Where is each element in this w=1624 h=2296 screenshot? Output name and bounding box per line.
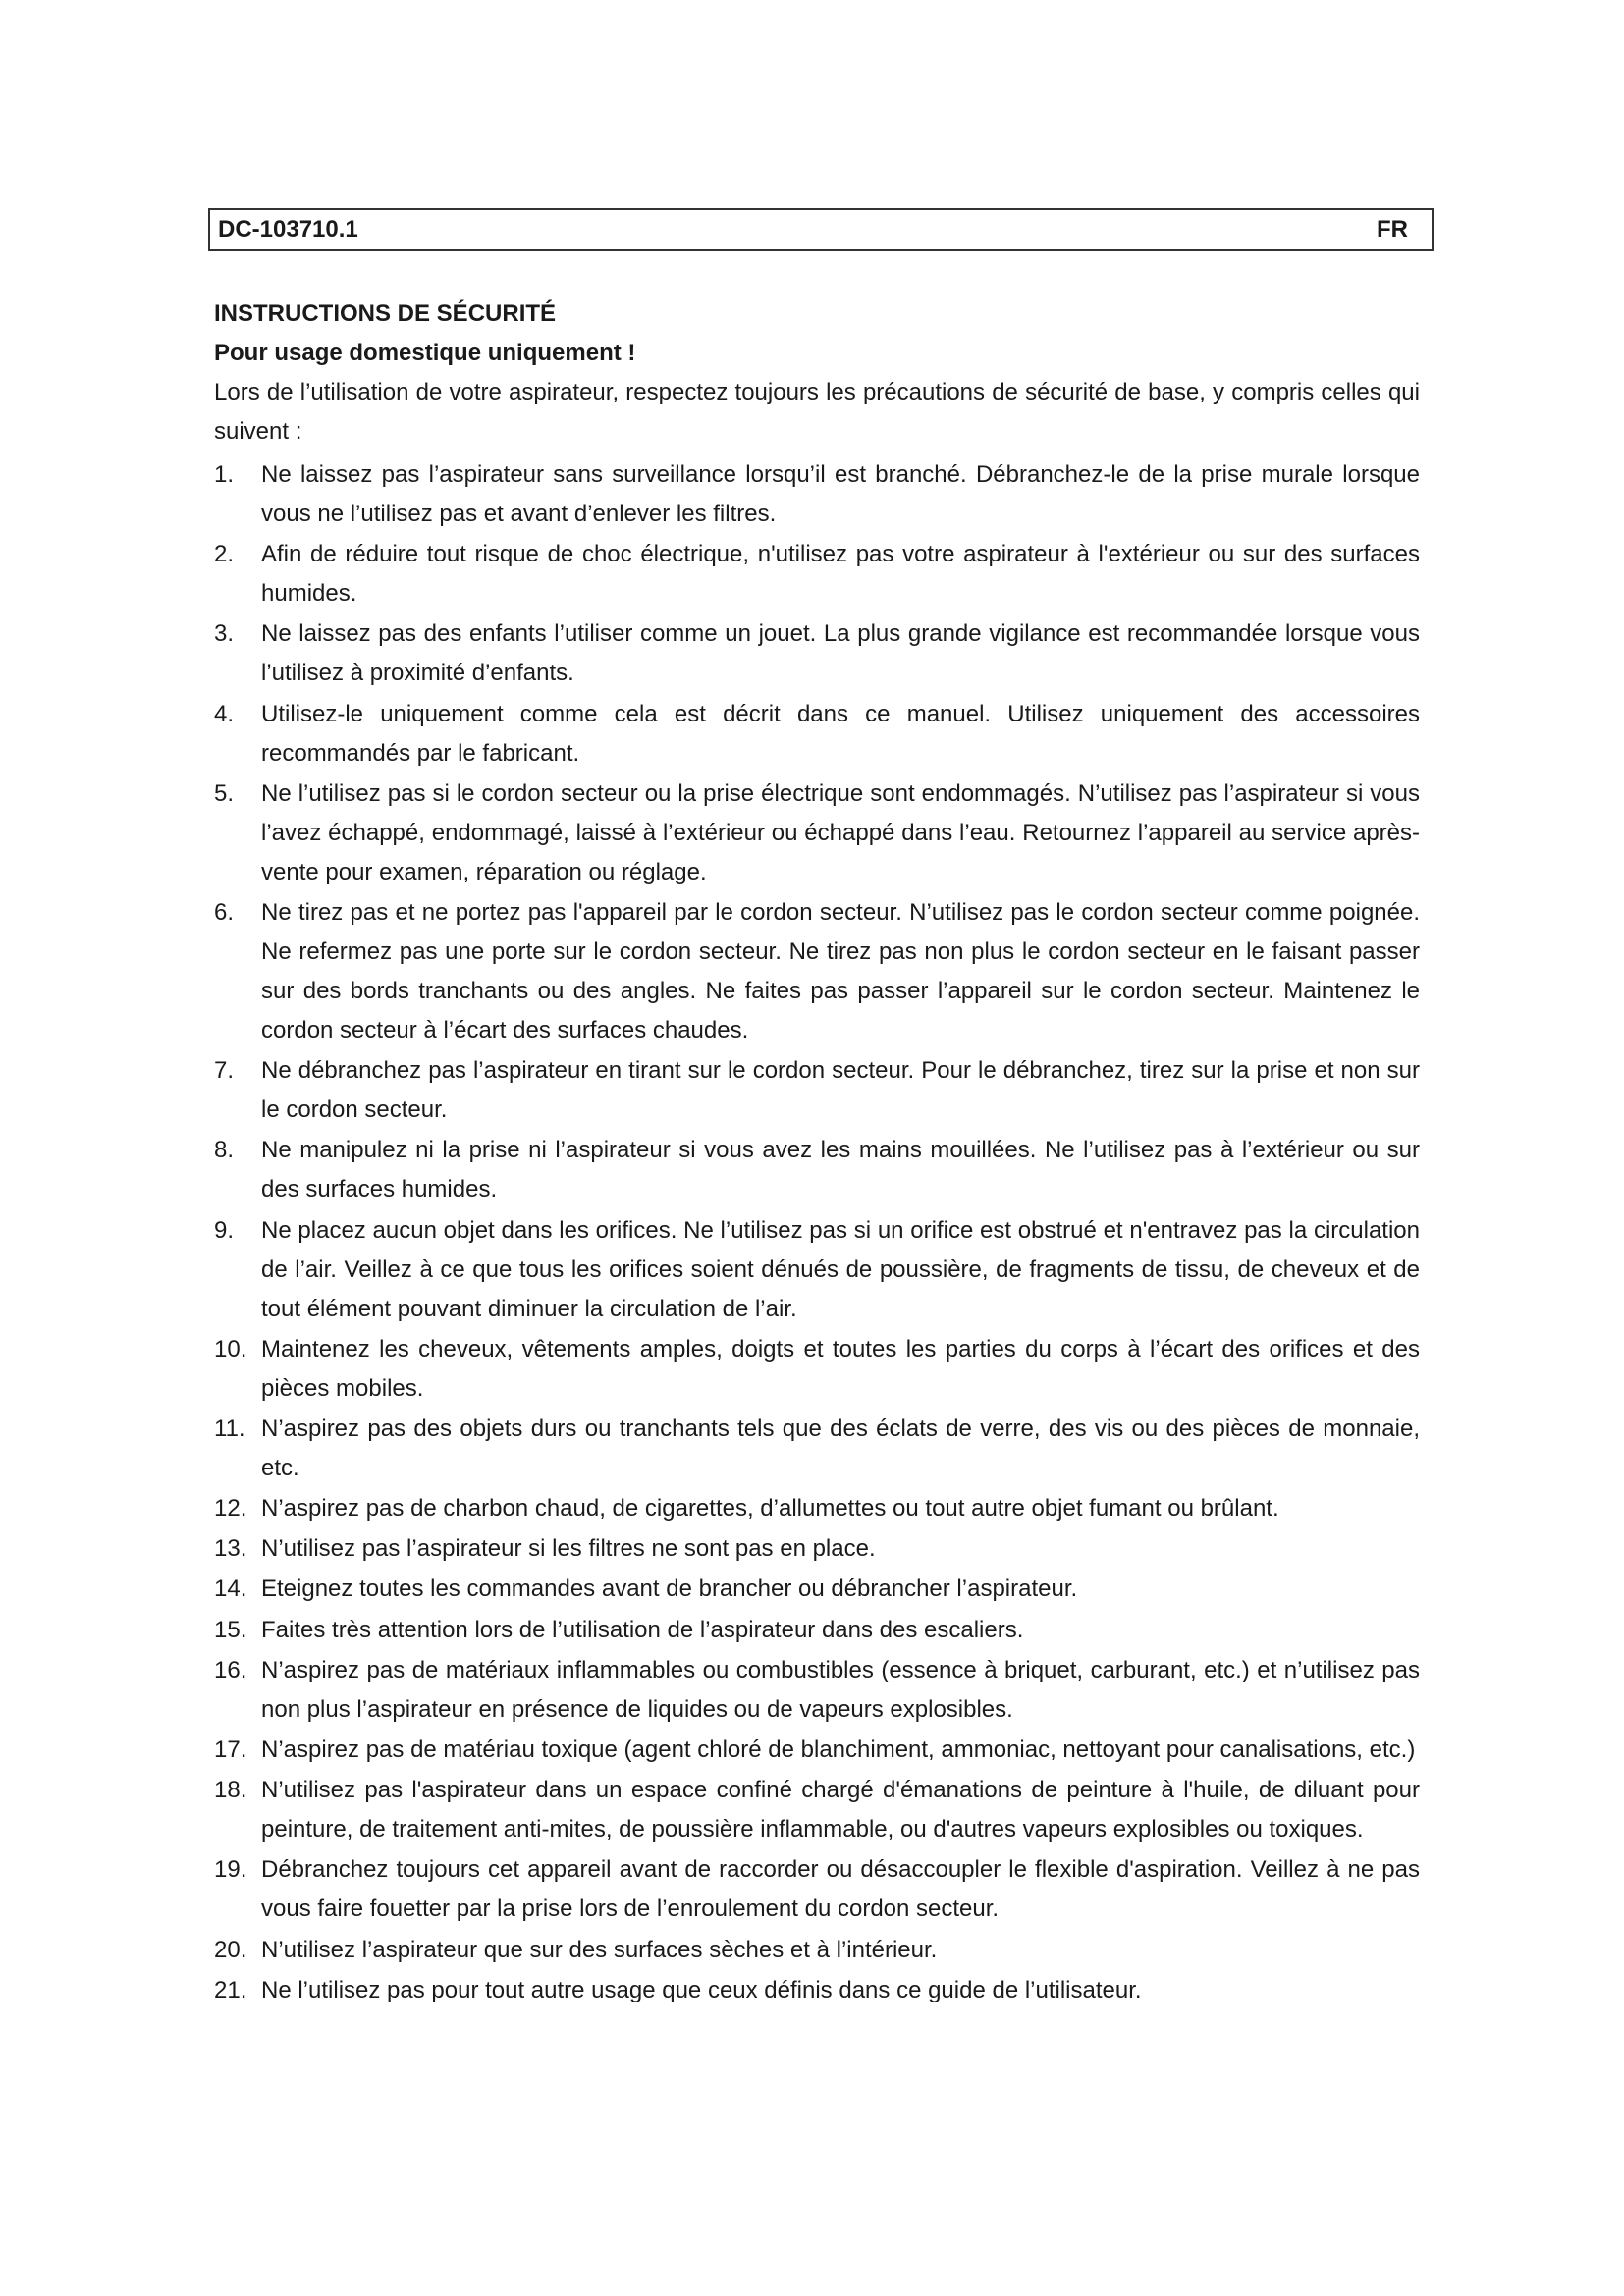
list-item [214, 1931, 1420, 1970]
item-text: Ne débranchez pas l’aspirateur en tirant sur le cordon secteur. Pour le débranchez, tirez sur la prise et non sur le cordon secteur. [261, 1057, 1420, 1124]
item-text: Faites très attention lors de l’utilisation de l’aspirateur dans des escaliers. [261, 1616, 1024, 1643]
section-title: INSTRUCTIONS DE SÉCURITÉ [214, 300, 557, 327]
list-item [214, 1131, 1420, 1209]
item-text: Ne manipulez ni la prise ni l’aspirateur si vous avez les mains mouillées. Ne l’utilisez pas à l’extérieur ou sur des surfaces humides. [261, 1137, 1420, 1203]
list-item [214, 695, 1420, 774]
item-number: 12. [214, 1495, 247, 1522]
item-text: Ne tirez pas et ne portez pas l'appareil par le cordon secteur. N’utilisez pas le cordon secteur comme poignée. Ne refermez pas une porte sur le cordon secteur. Ne tirez pas non plus le cordon secteur en le faisant passer sur des bords tranchants ou des angles. Ne faites pas passer l’appareil sur le cordon secteur. Maintenez le cordon secteur à l’écart des surfaces chaudes. [261, 898, 1420, 1043]
item-number: 1. [214, 461, 235, 488]
language-code: FR [1377, 216, 1408, 242]
intro-paragraph: Lors de l’utilisation de votre aspirateur, respectez toujours les précautions de sécurité de base, y compris celles qui suivent : [214, 379, 1420, 445]
item-text: Maintenez les cheveux, vêtements amples, doigts et toutes les parties du corps à l’écart des orifices et des pièces mobiles. [261, 1335, 1420, 1402]
item-text: Ne l’utilisez pas si le cordon secteur ou la prise électrique sont endommagés. N’utilisez pas l’aspirateur si vous l’avez échappé, endommagé, laissé à l’extérieur ou échappé dans l’eau. Retournez l’appareil au service après-vente pour examen, réparation ou réglage. [261, 779, 1420, 885]
item-number: 9. [214, 1216, 235, 1244]
document-header [208, 208, 1434, 251]
item-number: 21. [214, 1976, 247, 2003]
item-number: 19. [214, 1856, 247, 1884]
list-item [214, 1330, 1420, 1409]
item-text: N’utilisez l’aspirateur que sur des surfaces sèches et à l’intérieur. [261, 1936, 938, 1963]
item-text: Débranchez toujours cet appareil avant de raccorder ou désaccoupler le flexible d'aspiration. Veillez à ne pas vous faire fouetter par la prise lors de l’enroulement du cordon secteur. [261, 1856, 1420, 1923]
item-text: Ne laissez pas l’aspirateur sans surveillance lorsqu’il est branché. Débranchez-le de la prise murale lorsque vous ne l’utilisez pas et avant d’enlever les filtres. [261, 461, 1420, 527]
item-text: N’aspirez pas de matériau toxique (agent chloré de blanchiment, ammoniac, nettoyant pour canalisations, etc.) [261, 1736, 1416, 1763]
list-item [214, 1651, 1420, 1730]
list-item [214, 1971, 1420, 2010]
list-item [214, 1051, 1420, 1130]
list-item [214, 1611, 1420, 1650]
item-number: 16. [214, 1656, 247, 1683]
item-number: 5. [214, 779, 235, 807]
list-item [214, 1850, 1420, 1929]
item-number: 15. [214, 1616, 247, 1643]
item-text: Eteignez toutes les commandes avant de brancher ou débrancher l’aspirateur. [261, 1575, 1078, 1603]
list-item [214, 455, 1420, 534]
list-item [214, 535, 1420, 614]
item-text: Ne l’utilisez pas pour tout autre usage que ceux définis dans ce guide de l’utilisateur. [261, 1976, 1142, 2003]
item-text: Ne laissez pas des enfants l’utiliser comme un jouet. La plus grande vigilance est recommandée lorsque vous l’utilisez à proximité d’enfants. [261, 620, 1420, 687]
item-text: N’aspirez pas de charbon chaud, de cigarettes, d’allumettes ou tout autre objet fumant ou brûlant. [261, 1495, 1279, 1522]
item-number: 20. [214, 1936, 247, 1963]
list-item [214, 1731, 1420, 1770]
list-item [214, 1771, 1420, 1849]
list-item [214, 1570, 1420, 1609]
doc-code: DC-103710.1 [218, 216, 358, 242]
list-item [214, 1211, 1420, 1329]
item-number: 3. [214, 620, 235, 648]
item-number: 6. [214, 898, 235, 926]
item-number: 11. [214, 1415, 245, 1442]
section-subtitle: Pour usage domestique uniquement ! [214, 340, 636, 366]
item-number: 8. [214, 1137, 235, 1164]
instruction-list [214, 455, 1420, 2010]
item-number: 17. [214, 1736, 247, 1763]
item-number: 10. [214, 1335, 247, 1362]
item-number: 2. [214, 541, 235, 568]
item-text: N’utilisez pas l'aspirateur dans un espace confiné chargé d'émanations de peinture à l'huile, de diluant pour peinture, de traitement anti-mites, de poussière inflammable, ou d'autres vapeurs explosibles ou toxiques. [261, 1777, 1420, 1843]
list-item [214, 893, 1420, 1050]
list-item [214, 774, 1420, 892]
item-text: N’utilisez pas l’aspirateur si les filtres ne sont pas en place. [261, 1535, 876, 1563]
item-text: N’aspirez pas de matériaux inflammables ou combustibles (essence à briquet, carburant, etc.) et n’utilisez pas non plus l’aspirateur en présence de liquides ou de vapeurs explosibles. [261, 1656, 1420, 1723]
item-text: Ne placez aucun objet dans les orifices. Ne l’utilisez pas si un orifice est obstrué et n'entravez pas la circulation de l’air. Veillez à ce que tous les orifices soient dénués de poussière, de fragments de tissu, de cheveux et de tout élément pouvant diminuer la circulation de l’air. [261, 1216, 1420, 1322]
item-text: Utilisez-le uniquement comme cela est décrit dans ce manuel. Utilisez uniquement des accessoires recommandés par le fabricant. [261, 700, 1420, 767]
item-text: Afin de réduire tout risque de choc électrique, n'utilisez pas votre aspirateur à l'extérieur ou sur des surfaces humides. [261, 541, 1420, 608]
item-text: N’aspirez pas des objets durs ou tranchants tels que des éclats de verre, des vis ou des pièces de monnaie, etc. [261, 1415, 1420, 1481]
item-number: 18. [214, 1777, 247, 1804]
list-item [214, 1529, 1420, 1569]
item-number: 7. [214, 1057, 235, 1085]
safety-instructions [214, 294, 1420, 2011]
item-number: 13. [214, 1535, 247, 1563]
item-number: 14. [214, 1575, 247, 1603]
list-item [214, 614, 1420, 693]
item-number: 4. [214, 700, 235, 727]
list-item [214, 1410, 1420, 1488]
list-item [214, 1489, 1420, 1528]
